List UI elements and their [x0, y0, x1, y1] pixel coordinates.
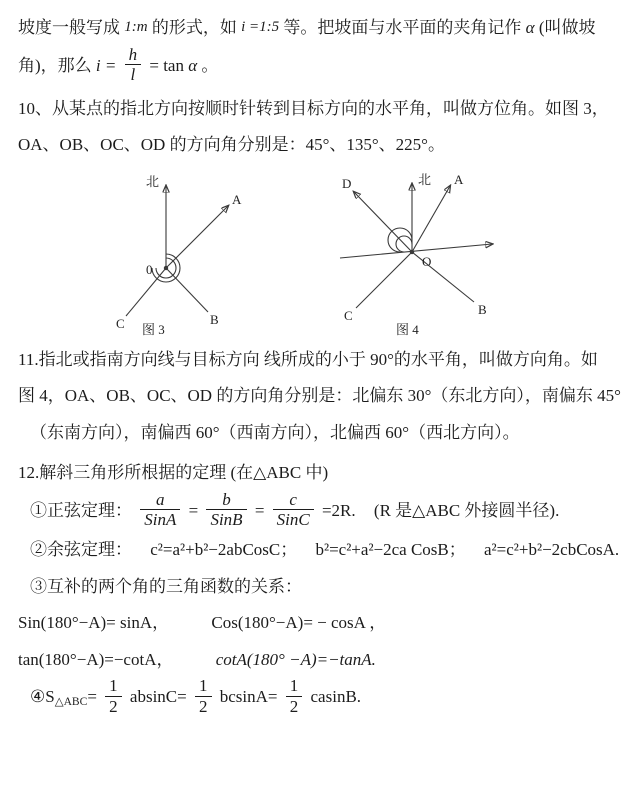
text-run: 等。把坡面与水平面的夹角记作 [283, 18, 522, 37]
equals-sign: = [177, 687, 187, 707]
label-O: 0 [146, 261, 153, 277]
label-A: A [454, 171, 464, 187]
ray-OA [166, 206, 228, 268]
numerator: b [206, 490, 246, 511]
paragraph-11 [18, 342, 624, 452]
triangle-subscript: △ABC [54, 695, 88, 709]
math-expression: =2R. [321, 500, 356, 520]
math-expression: b²=c²+a²−2ca CosB； [315, 540, 466, 560]
sine-rule-label: ①正弦定理： [30, 500, 132, 520]
fraction-one-half [286, 676, 303, 716]
denominator: SinB [210, 510, 243, 530]
label-D: D [342, 175, 352, 191]
text-run: 坡度一般写成 [18, 18, 120, 37]
cosine-rule-label: ②余弦定理： [30, 540, 132, 560]
origin-point [164, 266, 168, 270]
math-expression: Sin(180°−A)= sinA， [18, 613, 170, 633]
figure-3 [104, 168, 254, 336]
figure-caption: 图 3 [142, 321, 165, 336]
label-A: A [232, 191, 242, 207]
fraction-c-sinC [273, 490, 314, 530]
equals-sign: = [188, 500, 199, 520]
ray-OB [166, 268, 208, 312]
math-symbol-alpha: α [525, 18, 535, 37]
math-expression: = tan [149, 55, 184, 75]
p12-heading: 12.解斜三角形所根据的定理 (在△ABC 中) [18, 463, 329, 483]
numerator: c [273, 490, 314, 511]
fraction-h-over-l [125, 45, 142, 85]
math-expression: i =1:5 [241, 19, 280, 35]
figure-4 [312, 168, 512, 336]
numerator: a [140, 490, 180, 511]
area-label: ④S [30, 687, 55, 707]
fraction-a-sinA [140, 490, 180, 530]
text-run: (叫做坡 [538, 18, 596, 37]
supplementary-line-2 [18, 642, 624, 679]
origin-point [410, 250, 414, 254]
cosine-rule-line [18, 532, 624, 569]
document-page [18, 10, 624, 718]
text-run: 。 [201, 55, 219, 75]
slope-line-1 [18, 10, 624, 47]
fraction-one-half [105, 676, 122, 716]
paragraph-10 [18, 91, 624, 164]
label-C: C [344, 307, 353, 323]
label-O: O [422, 253, 432, 269]
ray-OC [356, 252, 412, 308]
denominator: 2 [109, 696, 118, 716]
denominator: SinA [144, 510, 177, 530]
denominator: 2 [289, 696, 299, 716]
denominator: l [130, 65, 136, 85]
denominator: 2 [199, 696, 208, 716]
paragraph-12 [18, 455, 624, 718]
math-expression: absinC [129, 687, 178, 707]
equals-sign: = [87, 687, 97, 707]
ray-OD [354, 192, 412, 252]
equals-sign: = [267, 687, 278, 707]
p11-line-2: 图 4，OA、OB、OC、OD 的方向角分别是：北偏东 30°（东北方向），南偏东 45° [18, 386, 621, 406]
numerator: 1 [105, 676, 122, 697]
p11-line-1: 11.指北或指南方向线与目标方向 线所成的小于 90°的水平角，叫做方向角。如 [18, 349, 598, 369]
math-symbol-alpha: α [188, 55, 198, 75]
fraction-b-sinB [206, 490, 246, 530]
math-expression: Cos(180°−A)= − cosA ， [211, 613, 387, 633]
math-expression: casinB. [310, 687, 362, 707]
p10-line-1: 10、从某点的指北方向按顺时针转到目标方向的水平角，叫做方位角。如图 3， [18, 98, 609, 118]
math-expression: cotA(180° −A)=−tanA. [215, 649, 376, 669]
paragraph-slope [18, 10, 624, 87]
supplementary-heading: ③互补的两个角的三角函数的关系： [30, 576, 302, 596]
math-expression: c²=a²+b²−2abCosC； [150, 540, 298, 560]
label-B: B [478, 301, 487, 317]
sine-rule-line [18, 489, 624, 532]
math-expression: i = [95, 55, 117, 75]
slope-line-2 [18, 44, 624, 87]
p10-line-2: OA、OB、OC、OD 的方向角分别是：45°、135°、225°。 [18, 135, 445, 155]
sine-rule-note: (R 是△ABC 外接圆半径). [373, 500, 560, 520]
p11-line-3: （东南方向），南偏西 60°（西南方向），北偏西 60°（西北方向）。 [30, 422, 520, 442]
math-expression: bcsinA [219, 687, 268, 707]
supplementary-line-1 [18, 605, 624, 642]
area-formula-line [18, 678, 624, 718]
north-label: 北 [146, 173, 160, 189]
fraction-one-half [195, 676, 212, 716]
figure-caption: 图 4 [396, 321, 419, 336]
math-expression: a²=c²+b²−2cbCosA. [484, 540, 620, 560]
numerator: 1 [195, 676, 212, 697]
math-expression: 1:m [124, 19, 148, 35]
figures-row [104, 168, 624, 336]
label-C: C [116, 315, 125, 331]
math-expression: tan(180°−A)=−cotA， [18, 649, 174, 669]
text-run: 角)，那么 [18, 55, 92, 75]
ray-OA [412, 186, 450, 252]
equals-sign: = [254, 500, 265, 520]
label-B: B [210, 311, 219, 327]
numerator: 1 [286, 676, 303, 697]
text-run: 的形式，如 [151, 18, 237, 37]
denominator: SinC [276, 510, 310, 530]
north-label: 北 [418, 171, 432, 187]
numerator: h [125, 45, 142, 66]
